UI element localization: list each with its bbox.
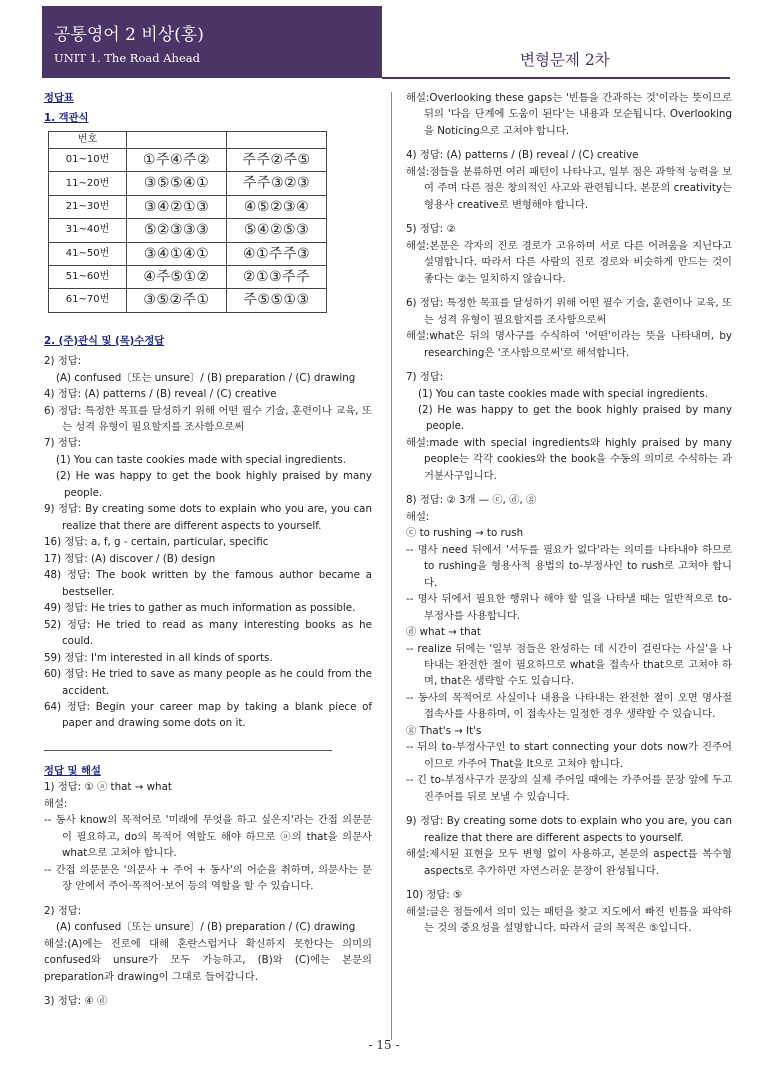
explain-line: 해설:Overlooking these gaps는 '빈틈을 간과하는 것'이라는 뜻이므로 뒤의 '다음 단계에 도움이 된다'는 내용과 모순됩니다. Overlooking을 Noticing으로 고쳐야 합니다. <box>406 92 732 137</box>
explain-line: 해설: <box>44 797 68 810</box>
explain-line: 8) 정답: ② 3개 — ⓒ, ⓓ, ⓖ <box>406 494 537 507</box>
answer-line: 49) 정답: He tries to gather as much information as possible. <box>44 602 356 615</box>
answer-line: 16) 정답: a, f, g - certain, particular, specific <box>44 536 269 549</box>
explain-line: 해설:점들을 분류하면 여러 패턴이 나타나고, 일부 점은 과학적 능력을 보여 주며 다른 점은 창의적인 사고와 관련됩니다. 본문의 creativity는 형용사 creative로 변형해야 합니다. <box>406 165 732 211</box>
table-header-cell <box>127 131 227 148</box>
table-header-row <box>49 131 327 148</box>
book-title: 공통영어 2 비상(홍) <box>54 25 204 45</box>
explain-heading: 정답 및 해설 <box>44 764 101 777</box>
table-cell: 주주③②③ <box>227 172 327 195</box>
answer-line: (2) He was happy to get the book highly praised by many people. <box>56 470 372 499</box>
explain-line: -- 명사 need 뒤에서 '서두를 필요가 없다'라는 의미를 나타내야 하므로 to rushing을 형용사적 용법의 to-부정사인 to rush로 고쳐야 합니다. <box>406 543 732 589</box>
explain-line: 1) 정답: ① ⓐ that → what <box>44 781 172 794</box>
explain-line: 해설:본문은 각자의 진로 경로가 고유하며 서로 다른 어려움을 지닌다고 설명합니다. 따라서 다른 사람의 진로 경로와 비슷하게 만드는 것이 좋다는 ②는 일치하지 않습니다. <box>406 239 732 285</box>
explain-line: (2) He was happy to get the book highly praised by many people. <box>418 403 732 433</box>
table-cell: 주주②주⑤ <box>227 148 327 171</box>
explain-line: ⓓ what → that <box>406 626 481 639</box>
table-cell: 주⑤⑤①③ <box>227 289 327 312</box>
explain-line: 해설:글은 점들에서 의미 있는 패턴을 찾고 지도에서 빠진 빈틈을 파악하는 것의 중요성을 설명합니다. 따라서 글의 목적은 ⑤입니다. <box>406 905 732 935</box>
explain-line: 4) 정답: (A) patterns / (B) reveal / (C) creative <box>406 149 639 162</box>
table-row <box>49 265 327 288</box>
explain-line: 해설:made with special ingredients와 highly praised by many people는 각각 cookies와 the book을 수동의 의미로 수식하는 과거분사구입니다. <box>406 436 732 482</box>
right-column <box>406 90 732 937</box>
answer-line: 52) 정답: He tried to read as many interesting books as he could. <box>44 618 372 648</box>
table-cell: 31~40번 <box>49 219 127 242</box>
left-column <box>44 90 372 1009</box>
explain-line: -- 동사 know의 목적어로 '미래에 무엇을 하고 싶은지'라는 간접 의문문이 필요하고, do의 목적어 역할도 해야 하므로 ⓐ의 that을 의문사 what으로 고쳐야 합니다. <box>44 814 372 860</box>
table-cell: 01~10번 <box>49 148 127 171</box>
explain-line: ⓖ That's → It's <box>406 724 482 737</box>
answer-line: 59) 정답: I'm interested in all kinds of sports. <box>44 651 273 664</box>
header-banner <box>42 6 382 78</box>
answer-table <box>48 131 327 313</box>
column-divider <box>391 92 392 1040</box>
explain-line: -- 뒤의 to-부정사구인 to start connecting your dots now가 진주어이므로 가주어 That을 It으로 고쳐야 합니다. <box>406 741 732 770</box>
table-cell: ①주④주② <box>127 148 227 171</box>
table-cell: 61~70번 <box>49 289 127 312</box>
table-header-cell <box>227 131 327 148</box>
subjective-heading: 2. (주)관식 및 (목)수정답 <box>44 334 165 347</box>
table-row <box>49 172 327 195</box>
unit-title: UNIT 1. The Road Ahead <box>54 50 200 65</box>
table-cell: 41~50번 <box>49 242 127 265</box>
table-cell: ⑤④②⑤③ <box>227 219 327 242</box>
table-cell: 51~60번 <box>49 265 127 288</box>
explain-line: ⓒ to rushing → to rush <box>406 527 524 540</box>
explain-line: 10) 정답: ⑤ <box>406 889 463 902</box>
page-number: - 15 - <box>368 1038 400 1052</box>
table-cell: 11~20번 <box>49 172 127 195</box>
answer-line: 9) 정답: By creating some dots to explain who you are, you can realize that there are different aspects to yourself. <box>44 503 372 532</box>
section-divider <box>44 750 332 751</box>
table-row <box>49 148 327 171</box>
answer-line: 64) 정답: Begin your career map by taking a blank piece of paper and drawing some dots on it. <box>44 700 372 730</box>
answer-line: 4) 정답: (A) patterns / (B) reveal / (C) creative <box>44 388 277 401</box>
explain-line: (1) You can taste cookies made with special ingredients. <box>418 387 709 400</box>
explain-line: -- 동사의 목적어로 사실이나 내용을 나타내는 완전한 절이 오면 명사절 접속사를 사용하며, 이 접속사는 일정한 경우 생략할 수 있습니다. <box>406 691 732 721</box>
table-row <box>49 219 327 242</box>
explain-line: -- 긴 to-부정사구가 문장의 실제 주어일 때에는 가주어를 문장 앞에 두고 진주어를 뒤로 보낼 수 있습니다. <box>406 774 732 803</box>
table-row <box>49 289 327 312</box>
table-row <box>49 195 327 218</box>
table-cell: ③④①④① <box>127 242 227 265</box>
answer-line: 2) 정답: <box>44 355 82 368</box>
objective-heading: 1. 객관식 <box>44 112 89 125</box>
table-cell: ②①③주주 <box>227 265 327 288</box>
explain-line: -- realize 뒤에는 '일부 점들은 완성하는 데 시간이 걸린다는 사실'을 나타내는 완전한 절이 필요하므로 what을 접속사 that으로 고쳐야 하며, that은 생략할 수도 있습니다. <box>406 642 732 688</box>
table-cell: ③④②①③ <box>127 195 227 218</box>
table-cell: 21~30번 <box>49 195 127 218</box>
explain-line: 해설:(A)에는 진로에 대해 혼란스럽거나 확신하지 못한다는 의미의 confused와 unsure가 모두 가능하고, (B)와 (C)에는 본문의 preparation과 drawing이 그대로 들어갑니다. <box>44 937 372 983</box>
table-cell: ③⑤⑤④① <box>127 172 227 195</box>
explain-line: 3) 정답: ④ ⓓ <box>44 995 108 1008</box>
answer-line: 48) 정답: The book written by the famous author became a bestseller. <box>44 569 372 598</box>
explain-line: 해설:what은 뒤의 명사구를 수식하여 '어떤'이라는 뜻을 나타내며, by researching은 '조사함으로써'로 해석합니다. <box>406 330 732 359</box>
table-cell: ④주⑤①② <box>127 265 227 288</box>
header-rule <box>382 77 730 79</box>
table-cell: ④⑤②③④ <box>227 195 327 218</box>
table-cell: ⑤②③③③ <box>127 219 227 242</box>
explain-line: -- 간접 의문문은 '의문사 + 주어 + 동사'의 어순을 취하며, 의문사는 문장 안에서 주어·목적어·보어 등의 역할을 할 수 있습니다. <box>44 863 372 893</box>
explain-line: (A) confused〔또는 unsure〕/ (B) preparation / (C) drawing <box>56 921 356 934</box>
explain-line: 9) 정답: By creating some dots to explain who you are, you can realize that there are different aspects to yourself. <box>406 815 732 844</box>
explain-line: 5) 정답: ② <box>406 223 456 236</box>
table-cell: ④①주주③ <box>227 242 327 265</box>
explain-line: 7) 정답: <box>406 371 444 384</box>
explain-line: 해설: <box>406 510 430 523</box>
answer-line: (1) You can taste cookies made with special ingredients. <box>56 453 347 466</box>
exam-title: 변형문제 2차 <box>520 51 610 69</box>
explain-line: 2) 정답: <box>44 904 82 917</box>
answer-line: 60) 정답: He tried to save as many people as he could from the accident. <box>44 668 372 697</box>
explain-line: -- 명사 뒤에서 필요한 행위나 해야 할 일을 나타낼 때는 일반적으로 to-부정사를 사용합니다. <box>406 593 732 622</box>
table-header-cell: 번호 <box>49 131 127 148</box>
table-row <box>49 242 327 265</box>
answer-line: 7) 정답: <box>44 437 82 450</box>
explain-line: 6) 정답: 특정한 목표를 달성하기 위해 어떤 필수 기술, 훈련이나 교육, 또는 성격 유형이 필요할지를 조사함으로써 <box>406 297 732 326</box>
answer-line: (A) confused〔또는 unsure〕/ (B) preparation / (C) drawing <box>56 371 356 384</box>
table-cell: ③⑤②주① <box>127 289 227 312</box>
answer-line: 17) 정답: (A) discover / (B) design <box>44 552 216 565</box>
answer-line: 6) 정답: 특정한 목표를 달성하기 위해 어떤 필수 기술, 훈련이나 교육, 또는 성격 유형이 필요할지를 조사함으로써 <box>44 404 372 434</box>
explain-line: 해설:제시된 표현을 모두 변형 없이 사용하고, 본문의 aspect를 복수형 aspects로 추가하면 자연스러운 문장이 완성됩니다. <box>406 848 732 877</box>
answer-table-heading: 정답표 <box>44 92 74 104</box>
